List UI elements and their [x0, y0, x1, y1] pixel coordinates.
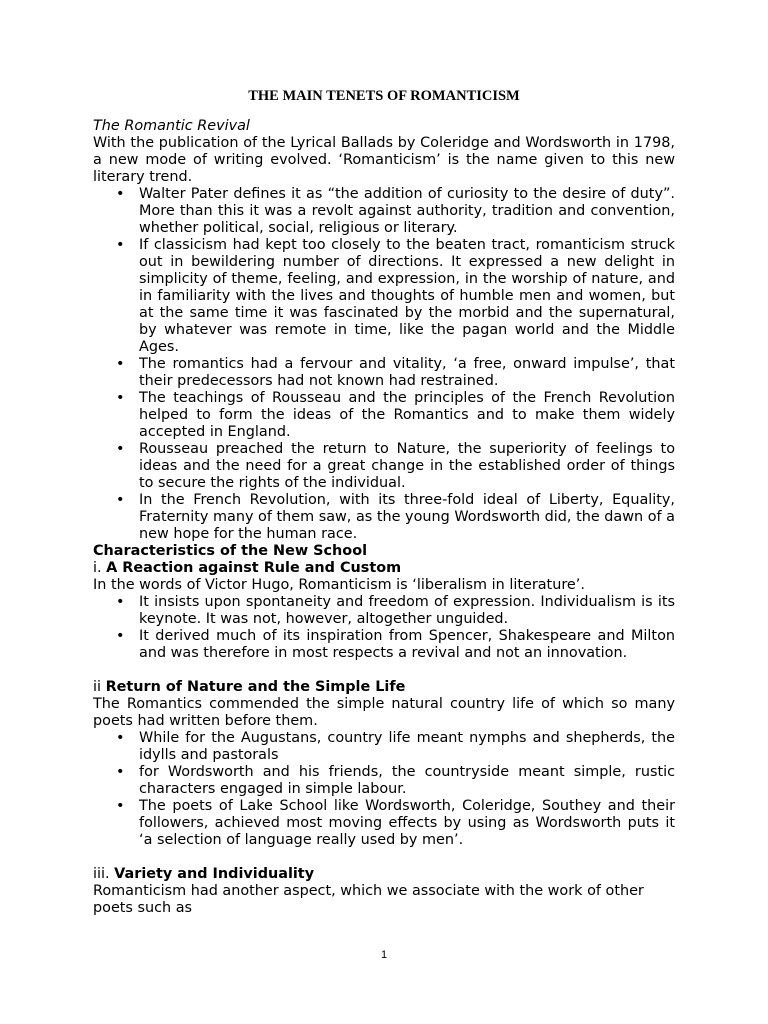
list-item: [93, 186, 675, 237]
list-item-text: If classicism had kept too closely to the beaten tract, romanticism struck out in bewildering number of directions. It expressed a new delight in simplicity of theme, feeling, and expression, in the worship of nature, and in familiarity with the lives and thoughts of humble men and women, but at the same time it was fascinated by the morbid and the supernatural, by whatever was remote in time, like the pagan world and the Middle Ages.: [139, 237, 675, 355]
list-item: [93, 594, 675, 628]
bullet-icon: •: [116, 441, 125, 457]
bullet-icon: •: [116, 237, 125, 253]
subsection-title: Return of Nature and the Simple Life: [105, 679, 406, 695]
list-item-text: It insists upon spontaneity and freedom of expression. Individualism is its keynote. It was not, however, altogether unguided.: [139, 594, 675, 627]
list-item-text: In the French Revolution, with its three-fold ideal of Liberty, Equality, Fraternity many of them saw, as the young Wordsworth did, the dawn of a new hope for the human race.: [139, 492, 675, 542]
section-subtitle: The Romantic Revival: [93, 118, 250, 134]
list-item-text: Rousseau preached the return to Nature, the superiority of feelings to ideas and the need for a great change in the established order of things to secure the rights of the individual.: [139, 441, 675, 491]
list-item: [93, 798, 675, 849]
bullet-icon: •: [116, 628, 125, 644]
list-item-text: While for the Augustans, country life meant nymphs and shepherds, the idylls and pastorals: [139, 730, 675, 763]
list-item-text: The poets of Lake School like Wordsworth, Coleridge, Southey and their followers, achieved most moving effects by using as Wordsworth puts it ‘a selection of language really used by men’.: [139, 798, 675, 848]
list-item: [93, 492, 675, 543]
document-page: [93, 0, 675, 917]
section-heading: Characteristics of the New School: [93, 543, 368, 559]
list-item: [93, 764, 675, 798]
bullet-icon: •: [116, 798, 125, 814]
document-title: THE MAIN TENETS OF ROMANTICISM: [248, 88, 520, 104]
subsection-prefix: i.: [93, 560, 107, 576]
list-item-text: It derived much of its inspiration from Spencer, Shakespeare and Milton and was therefore in most respects a revival and not an innovation.: [139, 628, 675, 661]
list-item-text: Walter Pater defines it as “the addition of curiosity to the desire of duty”. More than this it was a revolt against authority, tradition and convention, whether political, social, religious or literary.: [139, 186, 675, 236]
list-item-text: for Wordsworth and his friends, the countryside meant simple, rustic characters engaged in simple labour.: [139, 764, 675, 797]
list-item: [93, 390, 675, 441]
bullet-icon: •: [116, 492, 125, 508]
subsection-prefix: ii: [93, 679, 106, 695]
revival-bullet-list: [93, 186, 675, 543]
list-item: [93, 441, 675, 492]
list-item: [93, 730, 675, 764]
list-item: [93, 237, 675, 356]
subsection-prefix: iii.: [93, 866, 115, 882]
reaction-bullet-list: [93, 594, 675, 662]
list-item-text: The romantics had a fervour and vitality, ‘a free, onward impulse’, that their predecessors had not known had restrained.: [139, 356, 675, 389]
spacer: [93, 662, 675, 679]
nature-bullet-list: [93, 730, 675, 849]
bullet-icon: •: [116, 594, 125, 610]
list-item: [93, 356, 675, 390]
list-item: [93, 628, 675, 662]
subsection-intro: In the words of Victor Hugo, Romanticism is ‘liberalism in literature’.: [93, 577, 585, 593]
bullet-icon: •: [116, 186, 125, 202]
bullet-icon: •: [116, 390, 125, 406]
bullet-icon: •: [116, 764, 125, 780]
spacer: [93, 849, 675, 866]
page-number: 1: [380, 949, 388, 961]
intro-paragraph: With the publication of the Lyrical Ballads by Coleridge and Wordsworth in 1798, a new mode of writing evolved. ‘Romanticism’ is the name given to this new literary trend.: [93, 135, 675, 185]
subsection-heading-2: [93, 679, 675, 696]
subsection-title: Variety and Individuality: [114, 866, 315, 882]
bullet-icon: •: [116, 730, 125, 746]
subsection-heading-1: [93, 560, 675, 577]
list-item-text: The teachings of Rousseau and the principles of the French Revolution helped to form the ideas of the Romantics and to make them widely accepted in England.: [139, 390, 675, 440]
bullet-icon: •: [116, 356, 125, 372]
subsection-title: A Reaction against Rule and Custom: [106, 560, 402, 576]
subsection-intro: Romanticism had another aspect, which we associate with the work of other poets such as: [93, 883, 644, 916]
subsection-heading-3: [93, 866, 675, 883]
subsection-intro: The Romantics commended the simple natural country life of which so many poets had written before them.: [93, 696, 675, 729]
